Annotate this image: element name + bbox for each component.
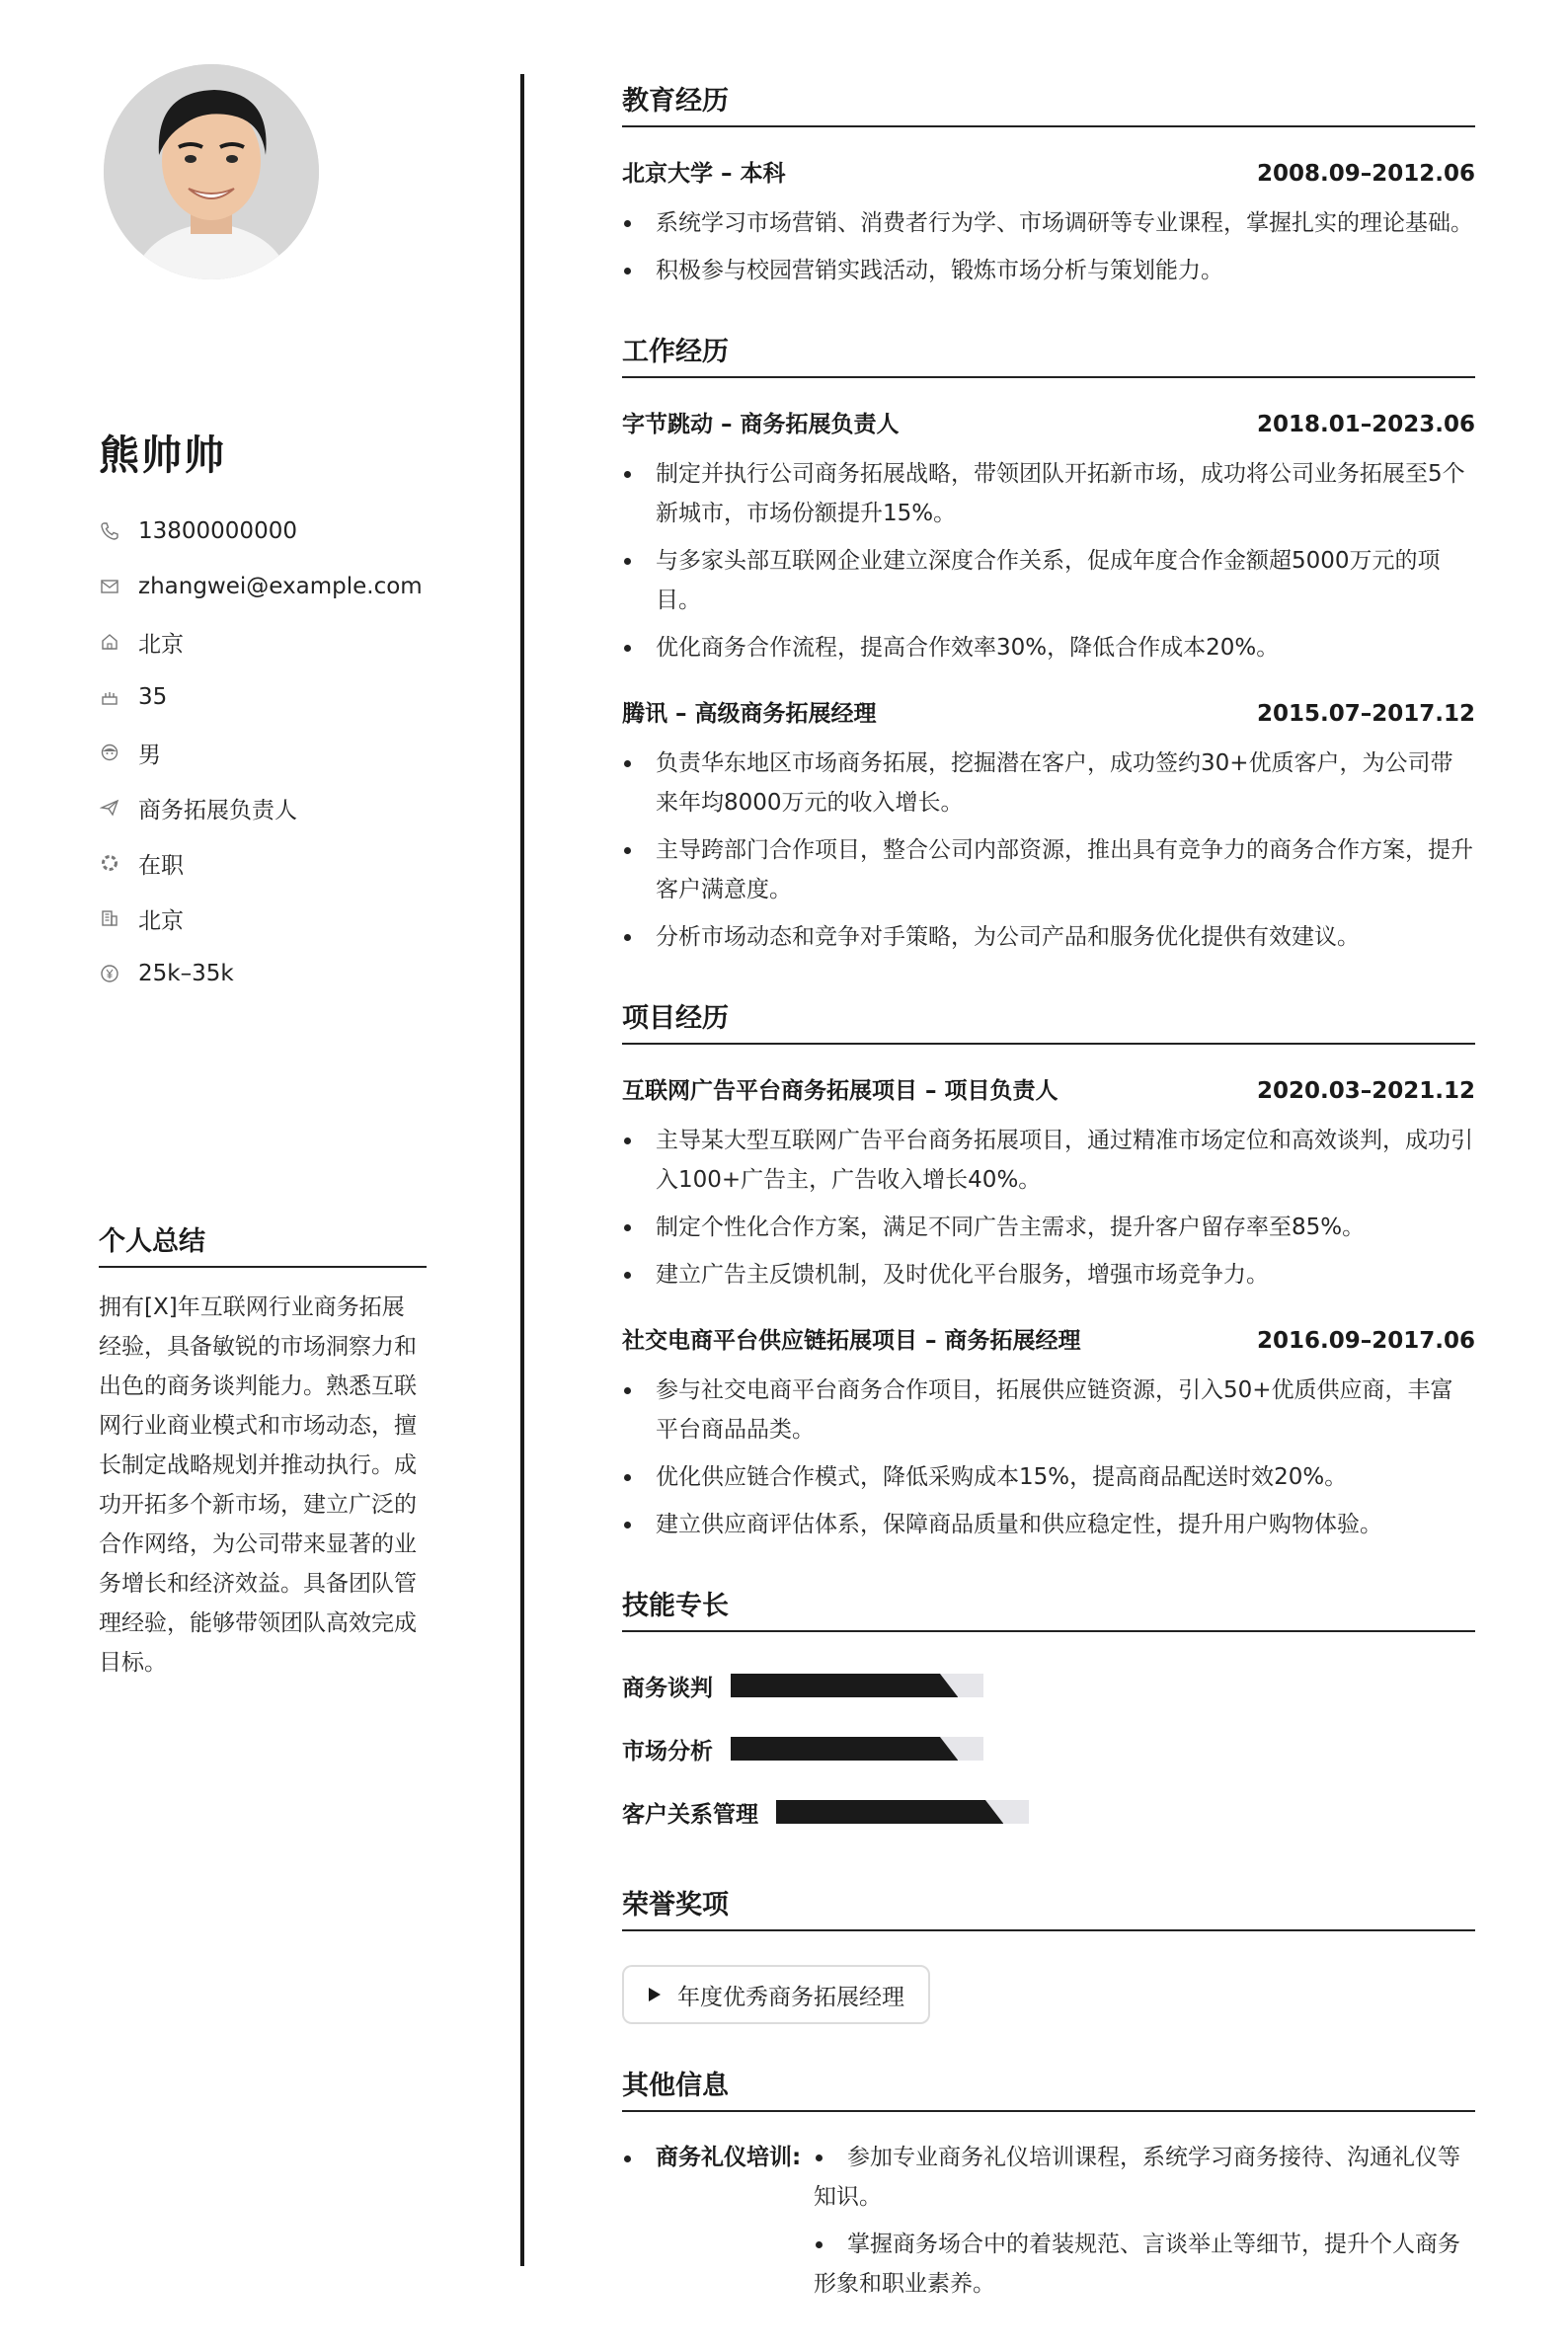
position-value: 商务拓展负责人 [138,797,297,823]
skill-fill [776,1800,1003,1824]
bullet-item: 掌握商务场合中的着装规范、言谈举止等细节，提升个人商务形象和职业素养。 [814,2225,1475,2304]
other-label: 商务礼仪培训: [622,2138,814,2312]
honors-section [622,1883,1475,2024]
project-entry [622,1322,1475,1544]
work-section [622,330,1475,957]
entry-bullets [622,203,1475,290]
entry-date: 2015.07–2017.12 [1256,701,1475,727]
work-entry [622,695,1475,957]
work-title: 工作经历 [622,330,1475,378]
other-row [622,2138,1475,2312]
bullet-item: 建立广告主反馈机制，及时优化平台服务，增强市场竞争力。 [622,1255,1475,1294]
location-value: 北京 [138,631,184,658]
main-column [622,79,1475,2351]
skills-section [622,1584,1475,1843]
award-item[interactable] [622,1965,930,2024]
bullet-item: 参与社交电商平台商务合作项目，拓展供应链资源，引入50+优质供应商，丰富平台商品品类。 [622,1371,1475,1450]
education-title: 教育经历 [622,79,1475,127]
email-value: zhangwei@example.com [138,574,423,599]
entry-bullets [622,454,1475,667]
person-name: 熊帅帅 [99,431,226,479]
skill-bar [731,1737,983,1761]
bullet-item: 主导某大型互联网广告平台商务拓展项目，通过精准市场定位和高效谈判，成功引入100+广告主，广告收入增长40%。 [622,1121,1475,1200]
salary-value: 25k–35k [138,961,234,986]
skill-bar [776,1800,1029,1824]
gender-value: 男 [138,742,161,768]
sidebar [0,0,523,2326]
status-value: 在职 [138,852,184,879]
education-entry [622,155,1475,290]
avatar [104,64,319,279]
city-value: 北京 [138,907,184,934]
entry-heading: 互联网广告平台商务拓展项目 – 项目负责人 [622,1078,1058,1104]
triangle-right-icon [648,1987,662,2002]
other-section [622,2064,1475,2312]
entry-date: 2016.09–2017.06 [1256,1328,1475,1354]
info-email [99,559,423,614]
bullet-item: 积极参与校园营销实践活动，锻炼市场分析与策划能力。 [622,251,1475,290]
award-label: 年度优秀商务拓展经理 [677,1984,904,2010]
skill-label: 客户关系管理 [622,1801,758,1828]
skills-title: 技能专长 [622,1584,1475,1632]
age-value: 35 [138,684,168,710]
info-position [99,780,423,835]
info-city [99,891,423,946]
personal-summary [99,1219,427,1683]
entry-head [622,155,1475,188]
other-title: 其他信息 [622,2064,1475,2112]
project-entry [622,1072,1475,1294]
bullet-item: 优化供应链合作模式，降低采购成本15%，提高商品配送时效20%。 [622,1457,1475,1497]
status-icon [99,852,120,874]
education-section [622,79,1475,290]
bullet-item: 建立供应商评估体系，保障商品质量和供应稳定性，提升用户购物体验。 [622,1505,1475,1544]
gender-icon [99,742,120,763]
salary-icon [99,963,120,984]
skill-label: 市场分析 [622,1738,713,1764]
entry-date: 2008.09–2012.06 [1256,161,1475,187]
skill-label: 商务谈判 [622,1675,713,1701]
entry-bullets [622,744,1475,957]
bullet-item: 与多家头部互联网企业建立深度合作关系，促成年度合作金额超5000万元的项目。 [622,541,1475,620]
skill-item [622,1717,1060,1780]
entry-date: 2020.03–2021.12 [1256,1078,1475,1104]
avatar-photo [104,64,319,279]
work-entry [622,406,1475,667]
info-gender [99,725,423,780]
phone-icon [99,520,120,542]
entry-bullets [622,1121,1475,1294]
entry-bullets [622,1371,1475,1544]
summary-title: 个人总结 [99,1219,427,1268]
info-age [99,669,423,725]
entry-heading: 社交电商平台供应链拓展项目 – 商务拓展经理 [622,1328,1081,1354]
entry-heading: 腾讯 – 高级商务拓展经理 [622,701,877,727]
entry-heading: 字节跳动 – 商务拓展负责人 [622,412,900,437]
bullet-item: 系统学习市场营销、消费者行为学、市场调研等专业课程，掌握扎实的理论基础。 [622,203,1475,243]
skill-bar [731,1674,983,1697]
entry-head [622,1322,1475,1355]
cake-icon [99,686,120,708]
bullet-item: 负责华东地区市场商务拓展，挖掘潜在客户，成功签约30+优质客户，为公司带来年均8000万元的收入增长。 [622,744,1475,823]
info-salary [99,946,423,1001]
entry-head [622,1072,1475,1105]
skill-item [622,1654,1060,1717]
info-status [99,835,423,891]
info-phone [99,504,423,559]
bullet-item: 分析市场动态和竞争对手策略，为公司产品和服务优化提供有效建议。 [622,917,1475,957]
building-icon [99,907,120,929]
projects-section [622,996,1475,1544]
entry-head [622,695,1475,728]
skill-fill [731,1674,958,1697]
bullet-item: 主导跨部门合作项目，整合公司内部资源，推出具有竞争力的商务合作方案，提升客户满意度。 [622,830,1475,909]
column-divider [520,74,524,2266]
bullet-item: 制定并执行公司商务拓展战略，带领团队开拓新市场，成功将公司业务拓展至5个新城市，市场份额提升15%。 [622,454,1475,533]
home-icon [99,631,120,653]
skill-fill [731,1737,958,1761]
paper-plane-icon [99,797,120,819]
bullet-item: 优化商务合作流程，提高合作效率30%，降低合作成本20%。 [622,628,1475,667]
bullet-item: 参加专业商务礼仪培训课程，系统学习商务接待、沟通礼仪等知识。 [814,2138,1475,2217]
skills-list [622,1654,1475,1843]
info-location [99,614,423,669]
entry-date: 2018.01–2023.06 [1256,412,1475,437]
honors-title: 荣誉奖项 [622,1883,1475,1931]
entry-head [622,406,1475,438]
bullet-item: 制定个性化合作方案，满足不同广告主需求，提升客户留存率至85%。 [622,1208,1475,1247]
other-bullets [814,2138,1475,2312]
entry-heading: 北京大学 – 本科 [622,161,786,187]
projects-title: 项目经历 [622,996,1475,1045]
summary-text: 拥有[X]年互联网行业商务拓展经验，具备敏锐的市场洞察力和出色的商务谈判能力。熟悉互联网行业商业模式和市场动态，擅长制定战略规划并推动执行。成功开拓多个新市场，建立广泛的合作网络，为公司带来显著的业务增长和经济效益。具备团队管理经验，能够带领团队高效完成目标。 [99,1294,417,1676]
skill-item [622,1780,1060,1843]
mail-icon [99,576,120,597]
contact-info-list [99,504,423,1001]
phone-value: 13800000000 [138,518,297,544]
